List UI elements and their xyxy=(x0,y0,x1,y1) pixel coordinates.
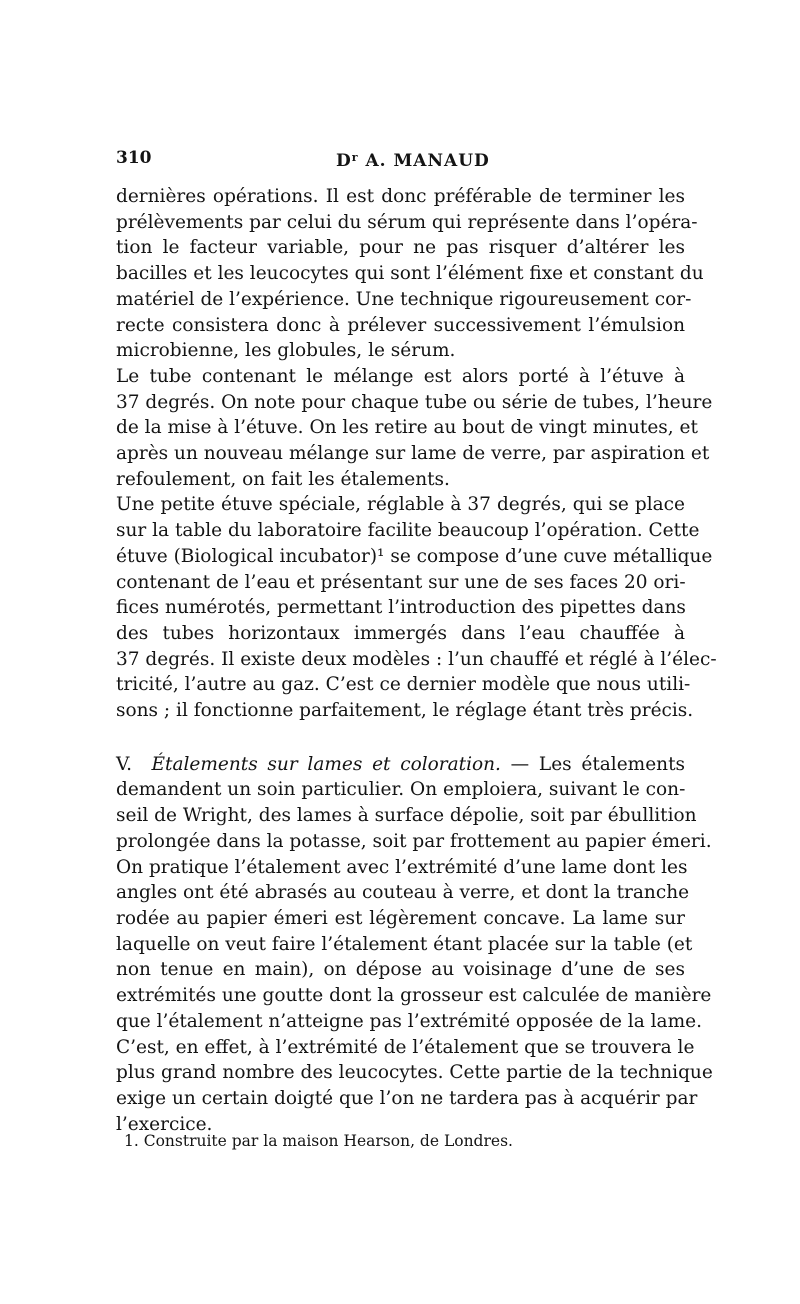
text-line: tion le facteur variable, pour ne pas risquer d’altérer les xyxy=(116,237,685,259)
text-line: de la mise à l’étuve. On les retire au bout de vingt minutes, et xyxy=(116,417,698,439)
text-line: 37 degrés. On note pour chaque tube ou série de tubes, l’heure xyxy=(116,391,713,413)
text-line: microbienne, les globules, le sérum. xyxy=(116,340,456,362)
section-title: Étalements sur lames et coloration. xyxy=(151,753,501,775)
text-line: non tenue en main), on dépose au voisinage d’une de ses xyxy=(116,959,685,981)
text-line: bacilles et les leucocytes qui sont l’élément fixe et constant du xyxy=(116,263,704,285)
paragraph-3 xyxy=(116,492,717,723)
section-gap xyxy=(116,724,685,752)
text-line: des tubes horizontaux immergés dans l’eau chauffée à xyxy=(116,622,685,644)
text-line: contenant de l’eau et présentant sur une de ses faces 20 ori- xyxy=(116,571,686,593)
footnote: 1. Construite par la maison Hearson, de Londres. xyxy=(124,1132,513,1150)
text-line: demandent un soin particulier. On emploiera, suivant le con- xyxy=(116,779,686,801)
text-line: refoulement, on fait les étalements. xyxy=(116,468,450,490)
text-line: tricité, l’autre au gaz. C’est ce dernier modèle que nous utili- xyxy=(116,674,691,696)
text-line: dernières opérations. Il est donc préférable de terminer les xyxy=(116,186,685,207)
text-line: 37 degrés. Il existe deux modèles : l’un chauffé et réglé à l’élec- xyxy=(116,648,717,670)
section-heading-line xyxy=(116,752,685,778)
running-head xyxy=(336,147,490,172)
text-line: Le tube contenant le mélange est alors porté à l’étuve à xyxy=(116,365,685,387)
author-sup: r xyxy=(351,151,359,164)
text-line: sons ; il fonctionne parfaitement, le réglage étant très précis. xyxy=(116,700,694,722)
body-text xyxy=(116,184,717,1137)
text-line: laquelle on veut faire l’étalement étant placée sur la table (et xyxy=(116,933,693,955)
author-name: A. MANAUD xyxy=(358,151,490,171)
text-line: fices numérotés, permettant l’introduction des pipettes dans xyxy=(116,597,686,619)
section-heading-tail: — Les étalements xyxy=(500,753,686,775)
text-line: prolongée dans la potasse, soit par frottement au papier émeri. xyxy=(116,830,712,852)
text-line: étuve (Biological incubator)¹ se compose d’une cuve métallique xyxy=(116,545,713,567)
text-line: rodée au papier émeri est légèrement concave. La lame sur xyxy=(116,907,685,929)
text-line: angles ont été abrasés au couteau à verre, et dont la tranche xyxy=(116,882,690,904)
text-line: Une petite étuve spéciale, réglable à 37 degrés, qui se place xyxy=(116,494,685,516)
author-prefix: D xyxy=(336,151,352,171)
text-line: extrémités une goutte dont la grosseur est calculée de manière xyxy=(116,985,712,1007)
text-line: On pratique l’étalement avec l’extrémité d’une lame dont les xyxy=(116,856,688,878)
text-line: que l’étalement n’atteigne pas l’extrémité opposée de la lame. xyxy=(116,1010,702,1032)
paragraph-2 xyxy=(116,364,713,493)
text-line: après un nouveau mélange sur lame de verre, par aspiration et xyxy=(116,443,710,465)
section-v xyxy=(116,752,713,1138)
page-number: 310 xyxy=(116,148,152,168)
text-line: prélèvements par celui du sérum qui représente dans l’opéra- xyxy=(116,211,698,233)
text-line: plus grand nombre des leucocytes. Cette partie de la technique xyxy=(116,1062,713,1084)
text-line: exige un certain doigté que l’on ne tardera pas à acquérir par xyxy=(116,1087,698,1109)
page-header xyxy=(116,147,685,169)
text-line: matériel de l’expérience. Une technique rigoureusement cor- xyxy=(116,288,692,310)
text-line: C’est, en effet, à l’extrémité de l’étalement que se trouvera le xyxy=(116,1036,695,1058)
text-line: l’exercice. xyxy=(116,1113,213,1135)
text-line: seil de Wright, des lames à surface dépolie, soit par ébullition xyxy=(116,805,697,827)
text-line: recte consistera donc à prélever successivement l’émulsion xyxy=(116,314,685,336)
text-line: sur la table du laboratoire facilite beaucoup l’opération. Cette xyxy=(116,520,700,542)
section-number: V. xyxy=(116,753,133,775)
paragraph-1 xyxy=(116,184,704,364)
